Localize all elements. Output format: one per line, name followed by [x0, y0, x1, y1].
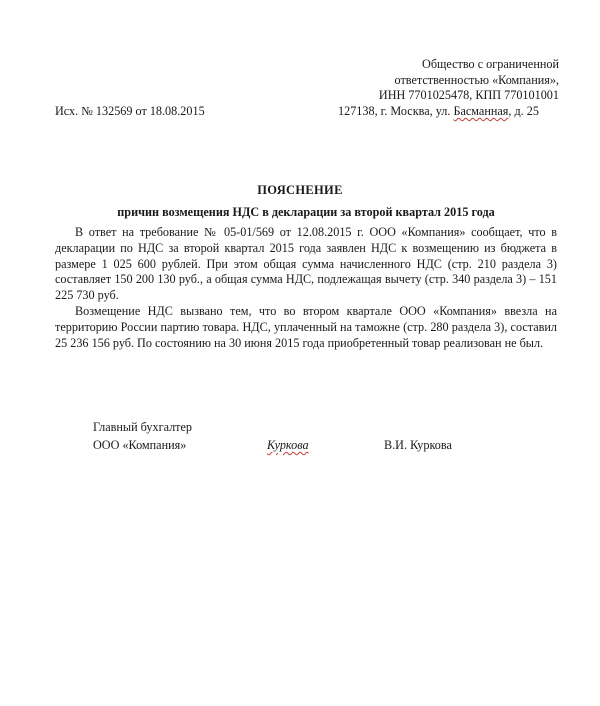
document-body — [55, 225, 557, 351]
document-title: ПОЯСНЕНИЕ — [257, 183, 343, 197]
outgoing-number: Исх. № 132569 от 18.08.2015 — [55, 104, 205, 118]
body-paragraph-2: Возмещение НДС вызвано тем, что во втором квартале ООО «Компания» ввезла на территорию России партию товара. НДС, уплаченный на таможне (стр. 280 раздела 3), составил 25 236 156 руб. По состоянию на 30 июня 2015 года приобретенный товар реализован не был. — [55, 303, 557, 350]
signatory-company: ООО «Компания» — [93, 438, 187, 452]
signatory-name: В.И. Куркова — [384, 438, 452, 452]
recipient-line-1: Общество с ограниченной — [422, 57, 559, 71]
body-paragraph-1: В ответ на требование № 05-01/569 от 12.08.2015 г. ООО «Компания» сообщает, что в декларации по НДС за второй квартал 2015 года заявлен НДС к возмещению из бюджета в размере 1 025 600 рублей. При этом общая сумма начисленного НДС (стр. 210 раздела 3) составляет 150 200 130 руб., а общая сумма НДС, подлежащая вычету (стр. 340 раздела 3) – 151 225 730 руб. — [55, 225, 557, 303]
address-suffix: , д. 25 — [508, 104, 539, 118]
document-subtitle: причин возмещения НДС в декларации за второй квартал 2015 года — [117, 205, 495, 219]
recipient-line-2: ответственностью «Компания», — [394, 72, 559, 87]
address-prefix: 127138, г. Москва, ул. — [338, 104, 454, 118]
recipient-line-3: ИНН 7701025478, КПП 770101001 — [378, 88, 559, 102]
signatory-position: Главный бухгалтер — [93, 420, 193, 434]
signature-block — [93, 418, 513, 454]
recipient-block — [319, 57, 559, 104]
address-street: Басманная — [453, 104, 509, 118]
recipient-address — [338, 104, 539, 120]
signature-row — [93, 436, 513, 454]
handwritten-signature: Куркова — [267, 438, 309, 452]
